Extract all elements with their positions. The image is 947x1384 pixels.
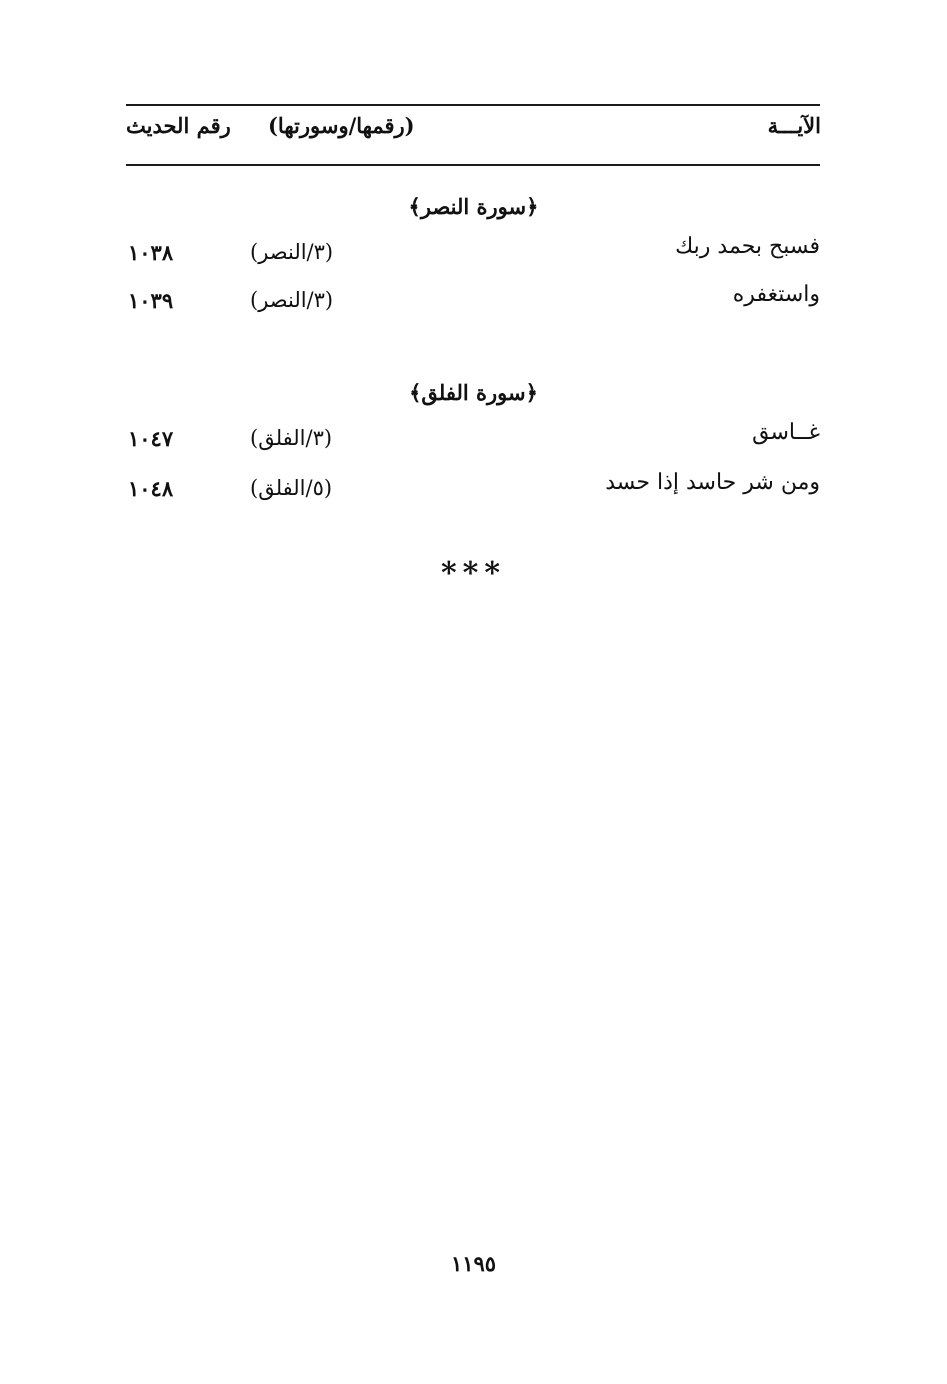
surah-title: ﴿سورة النصر﴾ bbox=[408, 194, 539, 219]
verse-reference: (٣/الفلق) bbox=[250, 426, 333, 450]
header-top-rule bbox=[126, 104, 820, 106]
table-row bbox=[126, 420, 820, 456]
column-header-aya: الآيـــة bbox=[767, 113, 821, 138]
header-bottom-rule bbox=[126, 164, 820, 166]
verse-reference: (٣/النصر) bbox=[250, 240, 334, 264]
hadith-number: ١٠٤٧ bbox=[128, 426, 174, 451]
hadith-number: ١٠٤٨ bbox=[128, 476, 174, 501]
column-header-hadith-number: رقم الحديث bbox=[126, 113, 231, 138]
hadith-number: ١٠٣٩ bbox=[128, 288, 174, 313]
verse-text: ومن شر حاسد إذا حسد bbox=[605, 470, 820, 495]
verse-reference: (٥/الفلق) bbox=[250, 476, 333, 500]
verse-text: غــاسق bbox=[752, 420, 820, 445]
page-number: ١١٩٥ bbox=[450, 1251, 497, 1276]
table-row bbox=[126, 282, 820, 318]
section-separator: *** bbox=[440, 556, 507, 591]
surah-title: ﴿سورة الفلق﴾ bbox=[409, 380, 538, 405]
column-header-reference: (رقمها/وسورتها) bbox=[268, 113, 415, 138]
hadith-number: ١٠٣٨ bbox=[128, 240, 174, 265]
verse-reference: (٣/النصر) bbox=[250, 288, 334, 312]
table-row bbox=[126, 470, 820, 506]
verse-text: فسبح بحمد ربك bbox=[675, 234, 820, 259]
verse-text: واستغفره bbox=[732, 282, 820, 307]
table-row bbox=[126, 234, 820, 270]
